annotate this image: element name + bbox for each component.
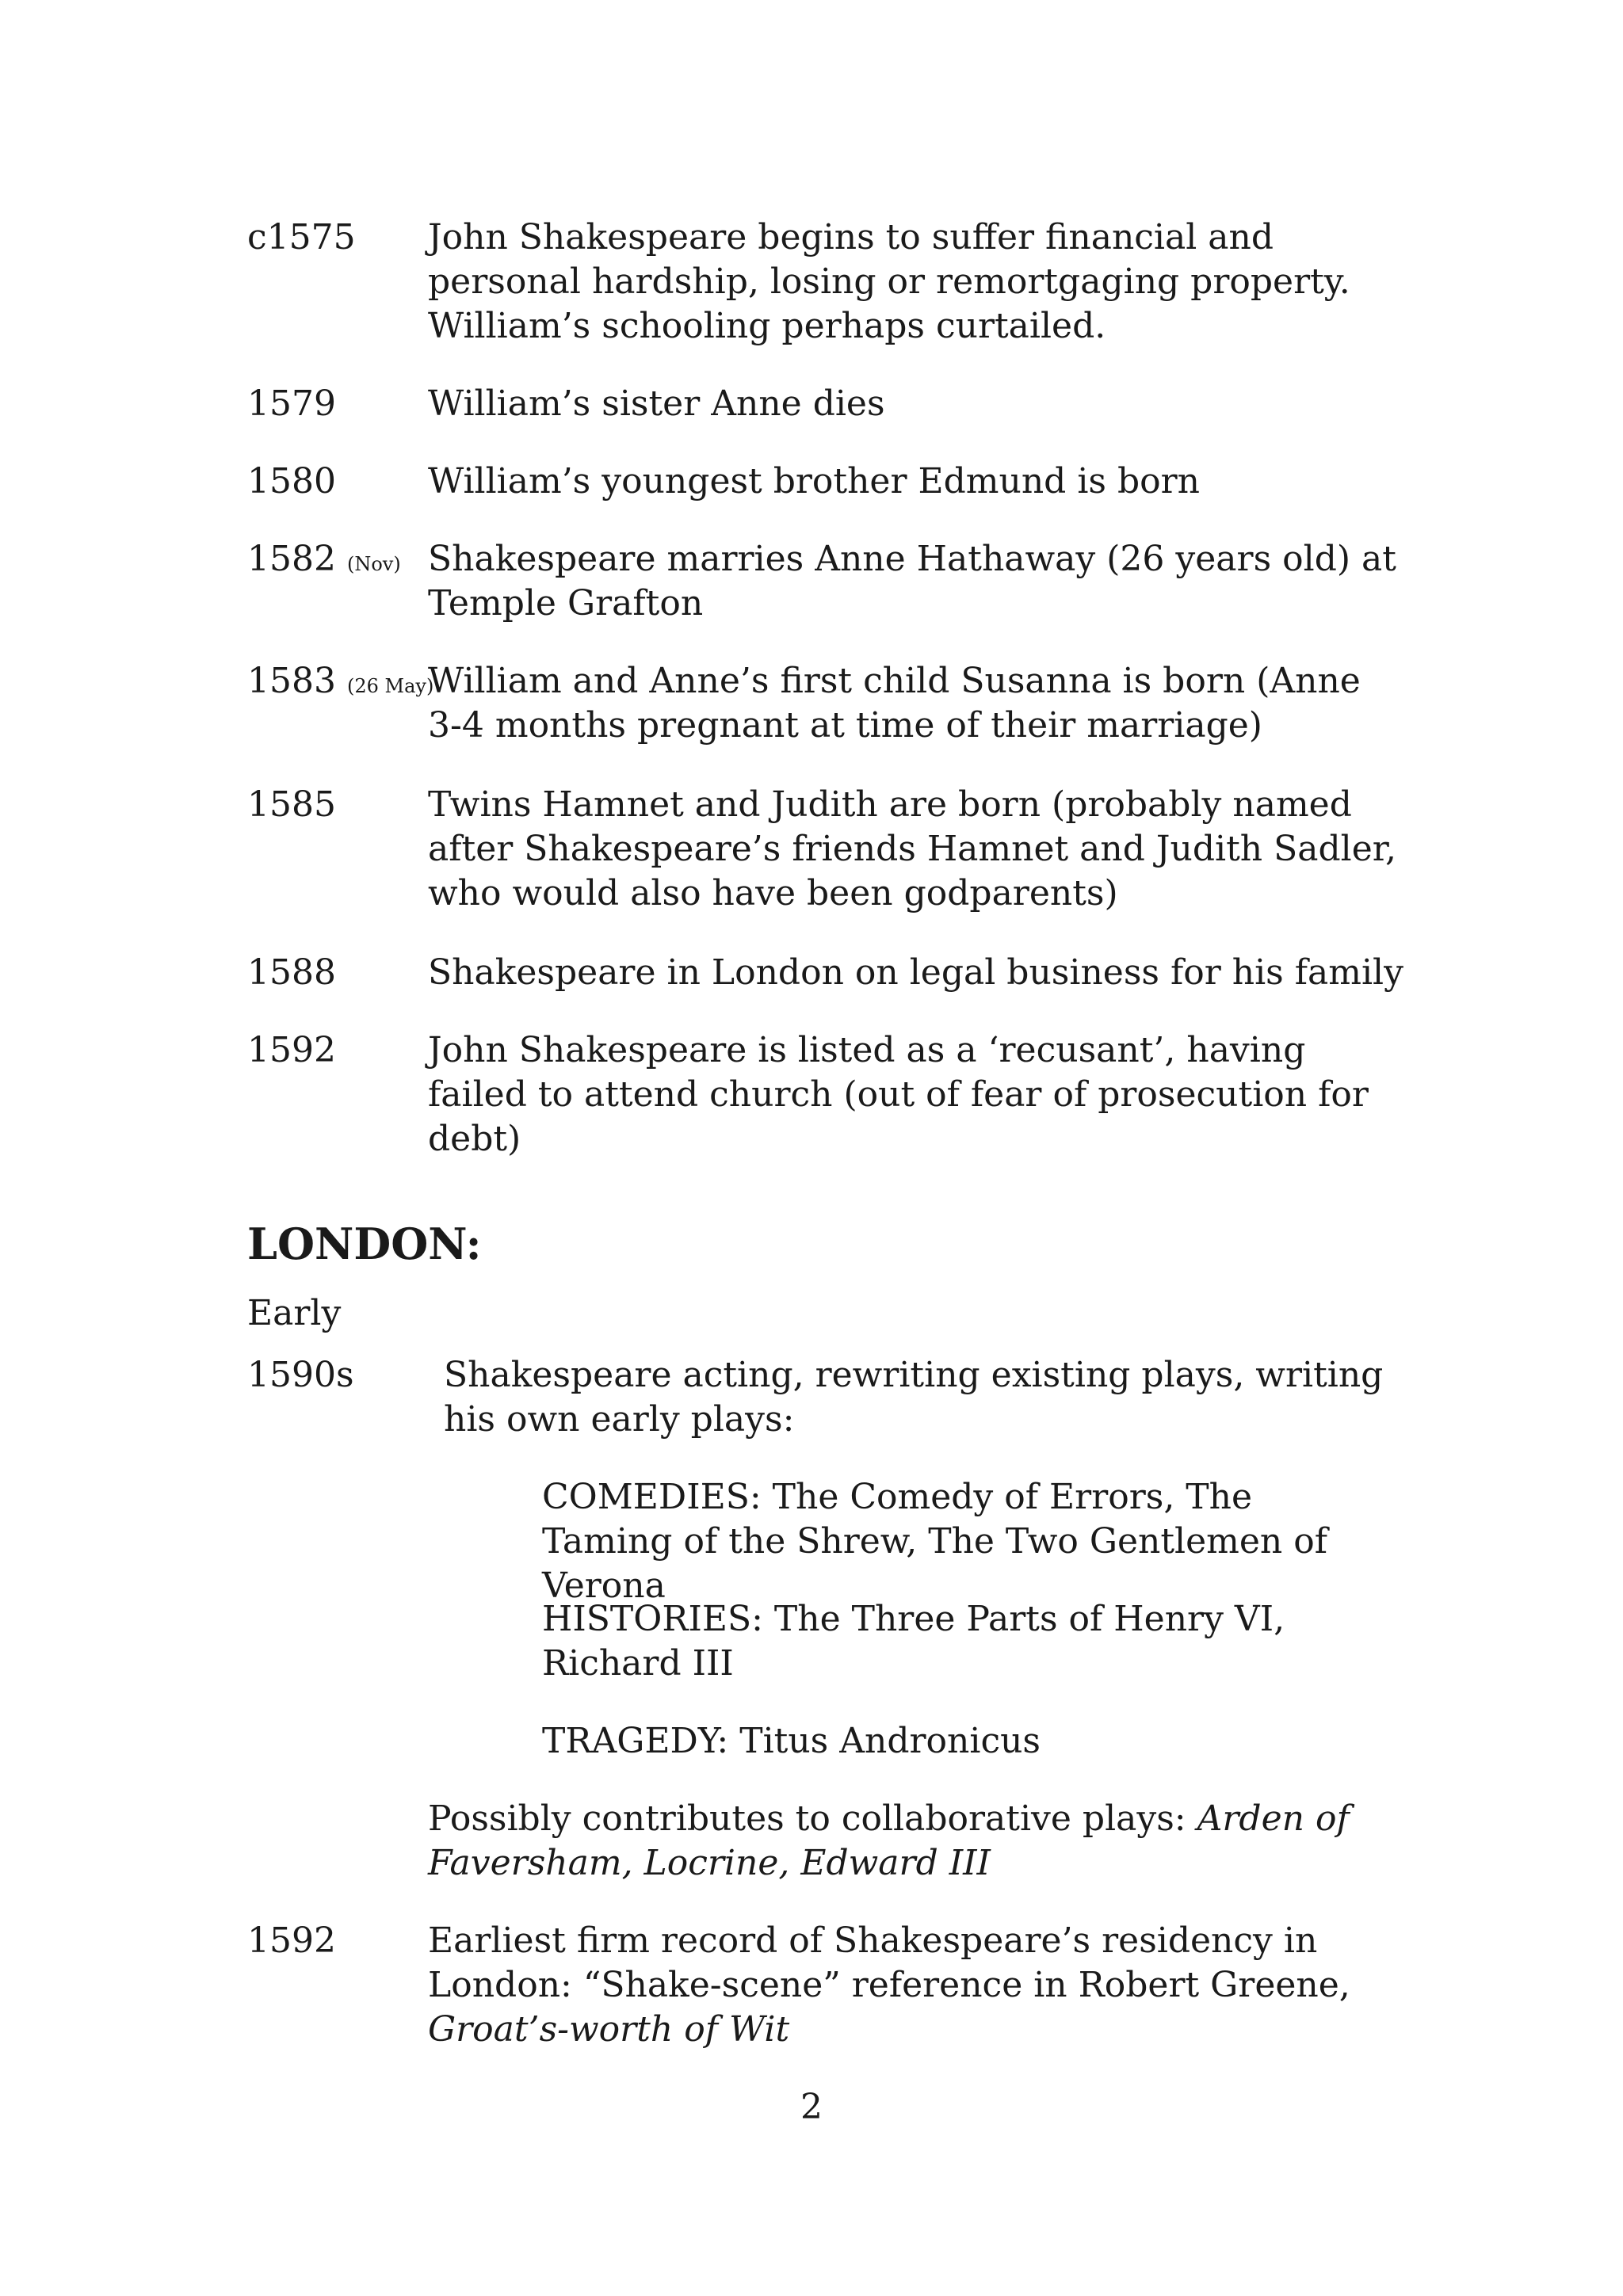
- entry-date: 1590s: [247, 1355, 354, 1395]
- entry-text: John Shakespeare begins to suffer financial and personal hardship, losing or remortgaging property. William’s schooling perhaps curtailed.: [428, 217, 1350, 346]
- entry-date-note: (Nov): [346, 553, 401, 575]
- entry-date: 1582 (Nov): [247, 539, 401, 579]
- timeline-entry: [247, 215, 1404, 349]
- entry-text: William’s sister Anne dies: [428, 383, 885, 424]
- entry-text: Shakespeare in London on legal business for his family: [428, 952, 1403, 993]
- entry-text: William’s youngest brother Edmund is born: [428, 461, 1200, 502]
- timeline-entry: [247, 1353, 1404, 1442]
- entry-date: 1592: [247, 1920, 336, 1961]
- entry-date: 1583 (26 May): [247, 661, 434, 701]
- entry-date: 1592: [247, 1030, 336, 1070]
- entry-date: c1575: [247, 217, 356, 257]
- entry-text: William and Anne’s first child Susanna is born (Anne 3-4 months pregnant at time of their marriage): [428, 661, 1361, 746]
- collab-titles: Arden of Faversham, Locrine, Edward III: [428, 1798, 1350, 1883]
- entry-text: Twins Hamnet and Judith are born (probably named after Shakespeare’s friends Hamnet and Judith Sadler, who would also have been godparents): [428, 784, 1396, 913]
- timeline-entry: [247, 537, 1404, 626]
- timeline-entry: [247, 783, 1404, 916]
- entry-text: John Shakespeare is listed as a ‘recusant’, having failed to attend church (out of fear of prosecution for debt): [428, 1030, 1369, 1159]
- tragedy-list: TRAGEDY: Titus Andronicus: [542, 1721, 1041, 1761]
- histories-list: HISTORIES: The Three Parts of Henry VI, Richard III: [542, 1599, 1285, 1684]
- page-number: 2: [800, 2087, 823, 2127]
- entry-text: Shakespeare marries Anne Hathaway (26 years old) at Temple Grafton: [428, 539, 1396, 624]
- timeline-entry: [247, 460, 1404, 504]
- comedies-list: COMEDIES: The Comedy of Errors, The Taming of the Shrew, The Two Gentlemen of Verona: [542, 1477, 1328, 1606]
- timeline-entry: [247, 659, 1404, 748]
- entry-text: [428, 1919, 1404, 2052]
- entry-text: Shakespeare acting, rewriting existing plays, writing his own early plays:: [444, 1355, 1384, 1440]
- timeline-entry: [247, 951, 1404, 995]
- section-heading-london: LONDON:: [247, 1219, 482, 1269]
- early-label: Early: [247, 1293, 342, 1333]
- timeline-entry: [247, 1919, 1404, 2052]
- entry-text-title: Groat’s-worth of Wit: [428, 2009, 790, 2050]
- timeline-entry: [247, 1028, 1404, 1161]
- entry-date: 1588: [247, 952, 336, 993]
- entry-text-main: Earliest firm record of Shakespeare’s residency in London: “Shake-scene” reference in Robert Greene,: [428, 1920, 1350, 2005]
- collaborative-plays-note: [428, 1797, 1379, 1886]
- timeline-entry: [247, 382, 1404, 426]
- entry-date: 1579: [247, 383, 336, 424]
- entry-date: 1585: [247, 784, 336, 825]
- entry-date: 1580: [247, 461, 336, 502]
- entry-date-note: (26 May): [346, 675, 434, 697]
- collab-prefix: Possibly contributes to collaborative plays:: [428, 1798, 1197, 1839]
